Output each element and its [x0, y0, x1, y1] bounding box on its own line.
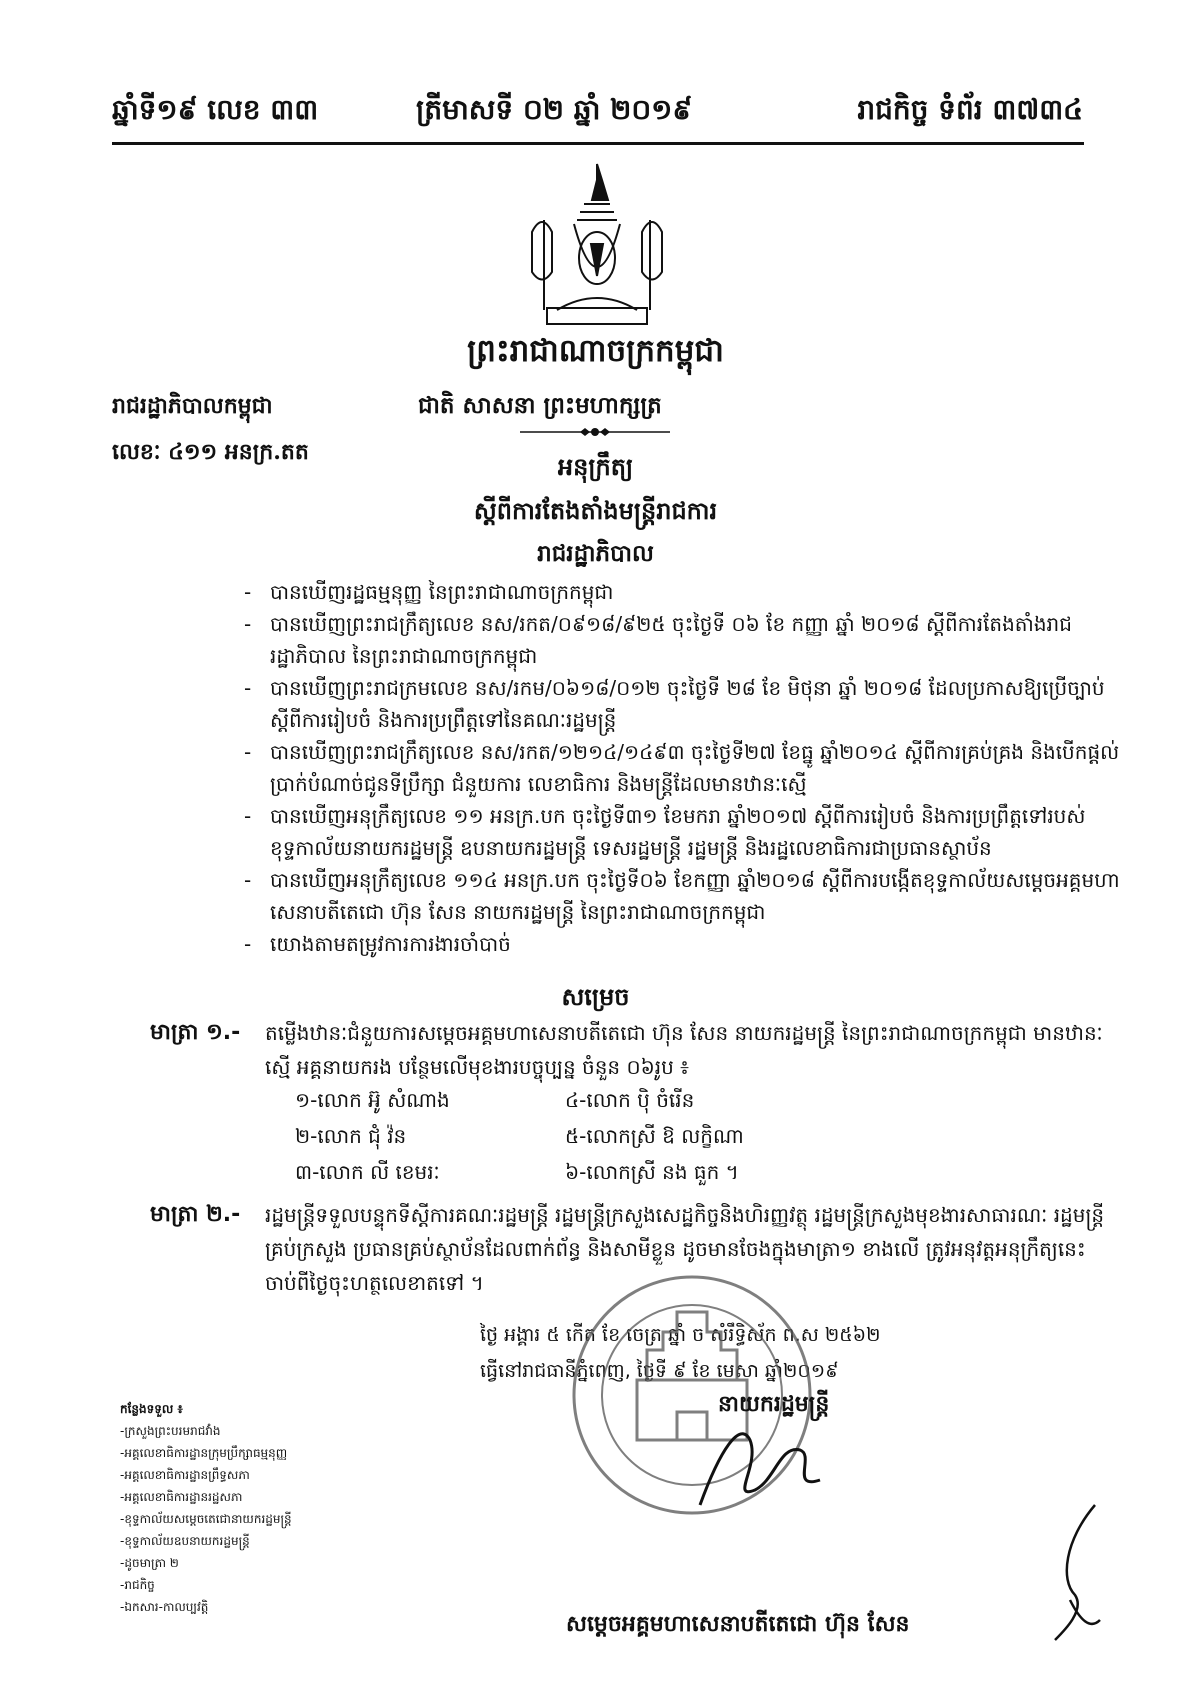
header-rule: [112, 142, 1084, 145]
appointee-list: [295, 1082, 855, 1190]
appointee-name: ១-លោក អ៊ូ សំណាង: [295, 1088, 450, 1112]
preamble-item: - បានឃើញអនុក្រឹត្យលេខ ១១៤ អនក្រ.បក ចុះថ្ងៃទី០៦ ខែកញ្ញា ឆ្នាំ២០១៨ ស្តីពីការបង្កើតខុទ្ទកាល័យសម្តេចអគ្គមហាសេនាបតីតេជោ ហ៊ុន សែន នាយករដ្ឋមន្ត្រី នៃព្រះរាជាណាចក្រកម្ពុជា: [240, 864, 1120, 928]
appointee-name: ៥-លោកស្រី ឱ លក្ខិណា: [565, 1124, 744, 1148]
article-1-text: តម្លើងឋានៈជំនួយការសម្តេចអគ្គមហាសេនាបតីតេជោ ហ៊ុន សែន នាយករដ្ឋមន្ត្រី នៃព្រះរាជាណាចក្រកម្ពុជា មានឋានៈស្មើ អគ្គនាយករង បន្ថែមលើមុខងារបច្ចុប្បន្ន ចំនួន ០៦រូប ៖: [265, 1021, 1103, 1079]
recipient-item: -អគ្គលេខាធិការដ្ឋានព្រឹទ្ធសភា: [120, 1468, 250, 1482]
document-number: លេខៈ ៤១១ អនក្រ.តត: [112, 439, 309, 465]
recipients-heading: កន្លែងទទួល ៖: [120, 1402, 183, 1416]
gazette-year-issue: ឆ្នាំទី១៩ លេខ ៣៣: [112, 93, 319, 126]
signer-name: សម្តេចអគ្គមហាសេនាបតីតេជោ ហ៊ុន សែន: [566, 1612, 910, 1637]
preamble-item: - បានឃើញព្រះរាជក្រឹត្យលេខ នស/រកត/០៩១៨/៩២៥ ចុះថ្ងៃទី ០៦ ខែ កញ្ញា ឆ្នាំ ២០១៨ ស្តីពីការតែងតាំងរាជរដ្ឋាភិបាល នៃព្រះរាជាណាចក្រកម្ពុជា: [240, 608, 1120, 672]
document-subject: ស្តីពីការតែងតាំងមន្ត្រីរាជការ: [473, 497, 718, 525]
preamble-item: - បានឃើញព្រះរាជក្រឹត្យលេខ នស/រកត/១២១៤/១៤៩៣ ចុះថ្ងៃទី២៧ ខែធ្នូ ឆ្នាំ២០១៤ ស្តីពីការគ្រប់គ្រង និងបើកផ្តល់ប្រាក់បំណាច់ជូនទីប្រឹក្សា ជំនួយការ លេខាធិការ និងមន្ត្រីដែលមានឋានៈស្មើ: [240, 736, 1120, 800]
issuer: រាជរដ្ឋាភិបាលកម្ពុជា: [112, 394, 273, 419]
lunar-date: ថ្ងៃ អង្គារ ៥ កើត ខែ ចេត្រ ឆ្នាំ ច សំរឹទ្ធិស័ក ព.ស ២៥៦២: [480, 1324, 881, 1346]
appointee-name: ៦-លោកស្រី នង ធួក ។: [565, 1160, 739, 1184]
preamble-list: [240, 576, 1120, 960]
signature-icon: [680, 1410, 830, 1520]
article-1-label: មាត្រា ១.-: [150, 1020, 241, 1045]
kingdom-title: ព្រះរាជាណាចក្រកម្ពុជា: [467, 333, 724, 369]
appointee-name: ៣-លោក លី ខេមរៈ: [295, 1160, 440, 1184]
preamble-item: - បានឃើញរដ្ឋធម្មនុញ្ញ នៃព្រះរាជាណាចក្រកម្ពុជា: [240, 576, 1120, 608]
signer-title: នាយករដ្ឋមន្ត្រី: [718, 1392, 830, 1417]
ornament-divider-icon: [520, 426, 670, 438]
preamble-item: - បានឃើញព្រះរាជក្រមលេខ នស/រកម/០៦១៨/០១២ ចុះថ្ងៃទី ២៨ ខែ មិថុនា ឆ្នាំ ២០១៨ ដែលប្រកាសឱ្យប្រើច្បាប់ ស្តីពីការរៀបចំ និងការប្រព្រឹត្តទៅនៃគណៈរដ្ឋមន្ត្រី: [240, 672, 1120, 736]
recipient-item: -ខុទ្ទកាល័យសម្តេចតេជោនាយករដ្ឋមន្ត្រី: [120, 1512, 292, 1526]
issuing-authority: រាជរដ្ឋាភិបាល: [537, 541, 654, 567]
decision-heading: សម្រេច: [561, 983, 630, 1011]
appointee-name: ២-លោក ជុំ វ៉ន: [295, 1124, 407, 1148]
initial-signature-icon: [1045, 1500, 1105, 1650]
recipient-item: -ក្រសួងព្រះបរមរាជវាំង: [120, 1424, 221, 1438]
recipient-item: -រាជកិច្ច: [120, 1578, 155, 1592]
preamble-item: - យោងតាមតម្រូវការការងារចាំបាច់: [240, 928, 1120, 960]
article-2-label: មាត្រា ២.-: [150, 1202, 241, 1227]
recipients-block: [120, 1398, 380, 1618]
recipient-item: -ឯកសារ-កាលប្បវត្តិ: [120, 1600, 209, 1614]
article-2-text: រដ្ឋមន្ត្រីទទួលបន្ទុកទីស្តីការគណៈរដ្ឋមន្ត្រី រដ្ឋមន្ត្រីក្រសួងសេដ្ឋកិច្ចនិងហិរញ្ញវត្ថុ រដ្ឋមន្ត្រីក្រសួងមុខងារសាធារណៈ រដ្ឋមន្ត្រីគ្រប់ក្រសួង ប្រធានគ្រប់ស្ថាប័នដែលពាក់ព័ន្ធ និងសាមីខ្លួន ដូចមានចែងក្នុងមាត្រា១ ខាងលើ ត្រូវអនុវត្តអនុក្រឹត្យនេះ ចាប់ពីថ្ងៃចុះហត្ថលេខាតទៅ ។: [265, 1203, 1105, 1295]
recipient-item: -អគ្គលេខាធិការដ្ឋានរដ្ឋសភា: [120, 1490, 243, 1504]
recipient-item: -អគ្គលេខាធិការដ្ឋានក្រុមប្រឹក្សាធម្មនុញ្ញ: [120, 1446, 288, 1460]
royal-emblem-icon: [522, 160, 672, 330]
gazette-quarter: ត្រីមាសទី ០២ ឆ្នាំ ២០១៩: [416, 93, 693, 126]
recipient-item: -ខុទ្ទកាល័យឧបនាយករដ្ឋមន្ត្រី: [120, 1534, 250, 1548]
appointee-name: ៤-លោក ប៉ិ ចំរើន: [565, 1088, 695, 1112]
gazette-page: រាជកិច្ច ទំព័រ ៣៧៣៤: [857, 93, 1083, 126]
document-type: អនុក្រឹត្យ: [557, 453, 634, 481]
preamble-item: - បានឃើញអនុក្រឹត្យលេខ ១១ អនក្រ.បក ចុះថ្ងៃទី៣១ ខែមករា ឆ្នាំ២០១៧ ស្តីពីការរៀបចំ និងការប្រព្រឹត្តទៅរបស់ខុទ្ទកាល័យនាយករដ្ឋមន្ត្រី ឧបនាយករដ្ឋមន្ត្រី ទេសរដ្ឋមន្ត្រី រដ្ឋមន្ត្រី និងរដ្ឋលេខាធិការជាប្រធានស្ថាប័ន: [240, 800, 1120, 864]
recipient-item: -ដូចមាត្រា ២: [120, 1556, 179, 1570]
national-motto: ជាតិ សាសនា ព្រះមហាក្សត្រ: [418, 393, 662, 419]
signing-place-date: ធ្វើនៅរាជធានីភ្នំពេញ, ថ្ងៃទី ៩ ខែ មេសា ឆ្នាំ២០១៩: [480, 1360, 839, 1382]
